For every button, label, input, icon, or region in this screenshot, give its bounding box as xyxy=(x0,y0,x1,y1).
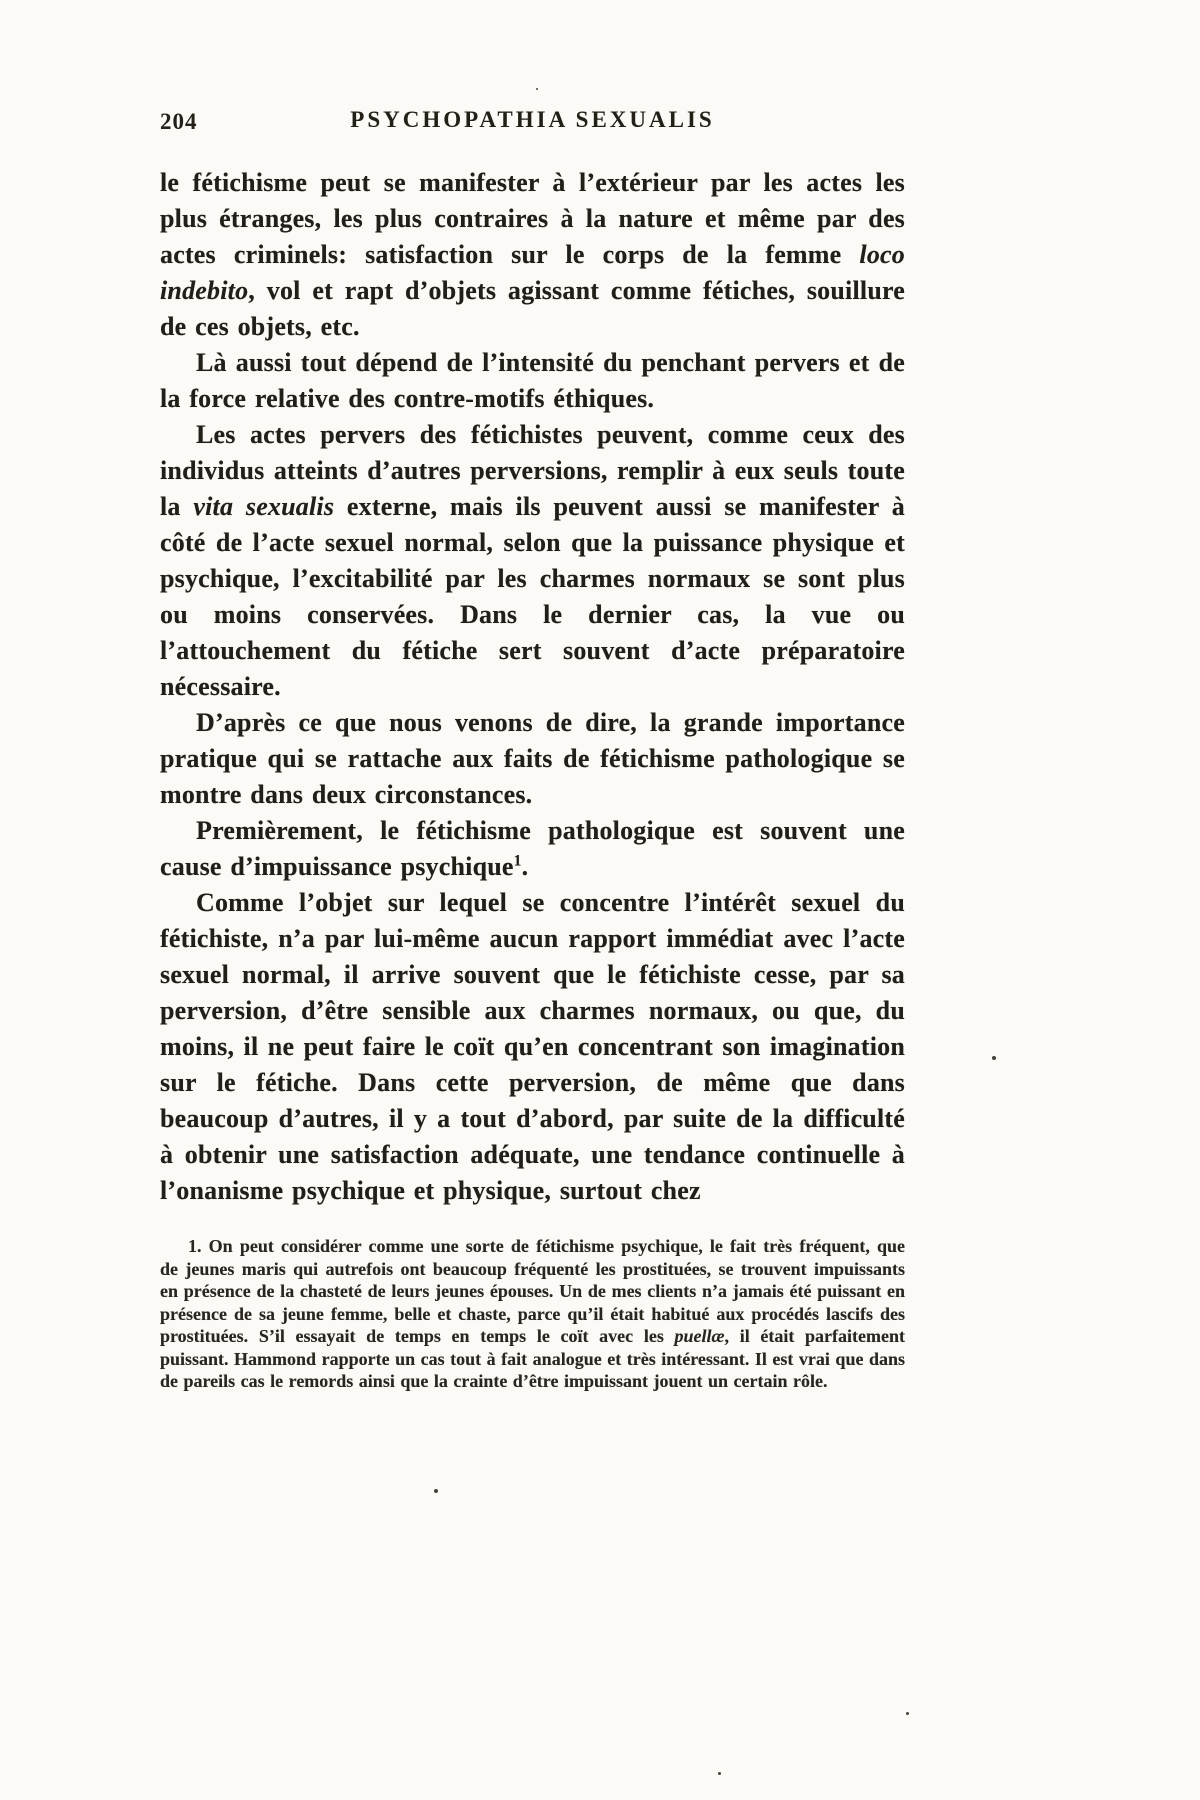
body-paragraph: Les actes pervers des fétichistes peuvent, comme ceux des individus atteints d’autres perversions, remplir à eux seuls toute la vita sexualis externe, mais ils peuvent aussi se manifester à côté de l’acte sexuel normal, selon que la puissance physique et psychique, l’excitabilité par les charmes normaux se sont plus ou moins conservées. Dans le dernier cas, la vue ou l’attouchement du fétiche sert souvent d’acte préparatoire nécessaire. xyxy=(160,420,905,701)
body-paragraph: Comme l’objet sur lequel se concentre l’intérêt sexuel du fétichiste, n’a par lui-même aucun rapport immédiat avec l’acte sexuel normal, il arrive souvent que le fétichiste cesse, par sa perversion, d’être sensible aux charmes normaux, ou que, du moins, il ne peut faire le coït qu’en concentrant son imagination sur le fétiche. Dans cette perversion, de même que dans beaucoup d’autres, il y a tout d’abord, par suite de la difficulté à obtenir une satisfaction adéquate, une tendance continuelle à l’onanisme psychique et physique, surtout chez xyxy=(160,888,905,1205)
scan-speck xyxy=(536,88,538,90)
body-paragraph: Là aussi tout dépend de l’intensité du penchant pervers et de la force relative des contre-motifs éthiques. xyxy=(160,348,905,413)
scan-speck xyxy=(434,1489,438,1493)
body-paragraph: Premièrement, le fétichisme pathologique est souvent une cause d’impuissance psychique$^1$. xyxy=(160,816,905,881)
footnote xyxy=(160,1235,905,1393)
scan-speck xyxy=(906,1712,909,1715)
page-header xyxy=(160,105,905,139)
page-number: 204 xyxy=(160,109,198,134)
body-paragraph: le fétichisme peut se manifester à l’extérieur par les actes les plus étranges, les plus contraires à la nature et même par des actes criminels: satisfaction sur le corps de la femme loco indebito, vol et rapt d’objets agissant comme fétiches, souillure de ces objets, etc. xyxy=(160,168,905,341)
scan-speck xyxy=(992,1056,996,1060)
footnote-paragraph: 1. On peut considérer comme une sorte de fétichisme psychique, le fait très fréquent, que de jeunes maris qui autrefois ont beaucoup fréquenté les prostituées, se trouvent impuissants en présence de la chasteté de leurs jeunes épouses. Un de mes clients n’a jamais été puissant en présence de sa jeune femme, belle et chaste, parce qu’il était habitué aux procédés lascifs des prostituées. S’il essayait de temps en temps le coït avec les puellæ, il était parfaitement puissant. Hammond rapporte un cas tout à fait analogue et très intéressant. Il est vrai que dans de pareils cas le remords ainsi que la crainte d’être impuissant jouent un certain rôle. xyxy=(160,1236,905,1391)
body-text xyxy=(160,165,905,1209)
body-paragraph: D’après ce que nous venons de dire, la grande importance pratique qui se rattache aux faits de fétichisme pathologique se montre dans deux circonstances. xyxy=(160,708,905,809)
running-title: PSYCHOPATHIA SEXUALIS xyxy=(350,107,715,132)
scan-speck xyxy=(718,1772,721,1775)
